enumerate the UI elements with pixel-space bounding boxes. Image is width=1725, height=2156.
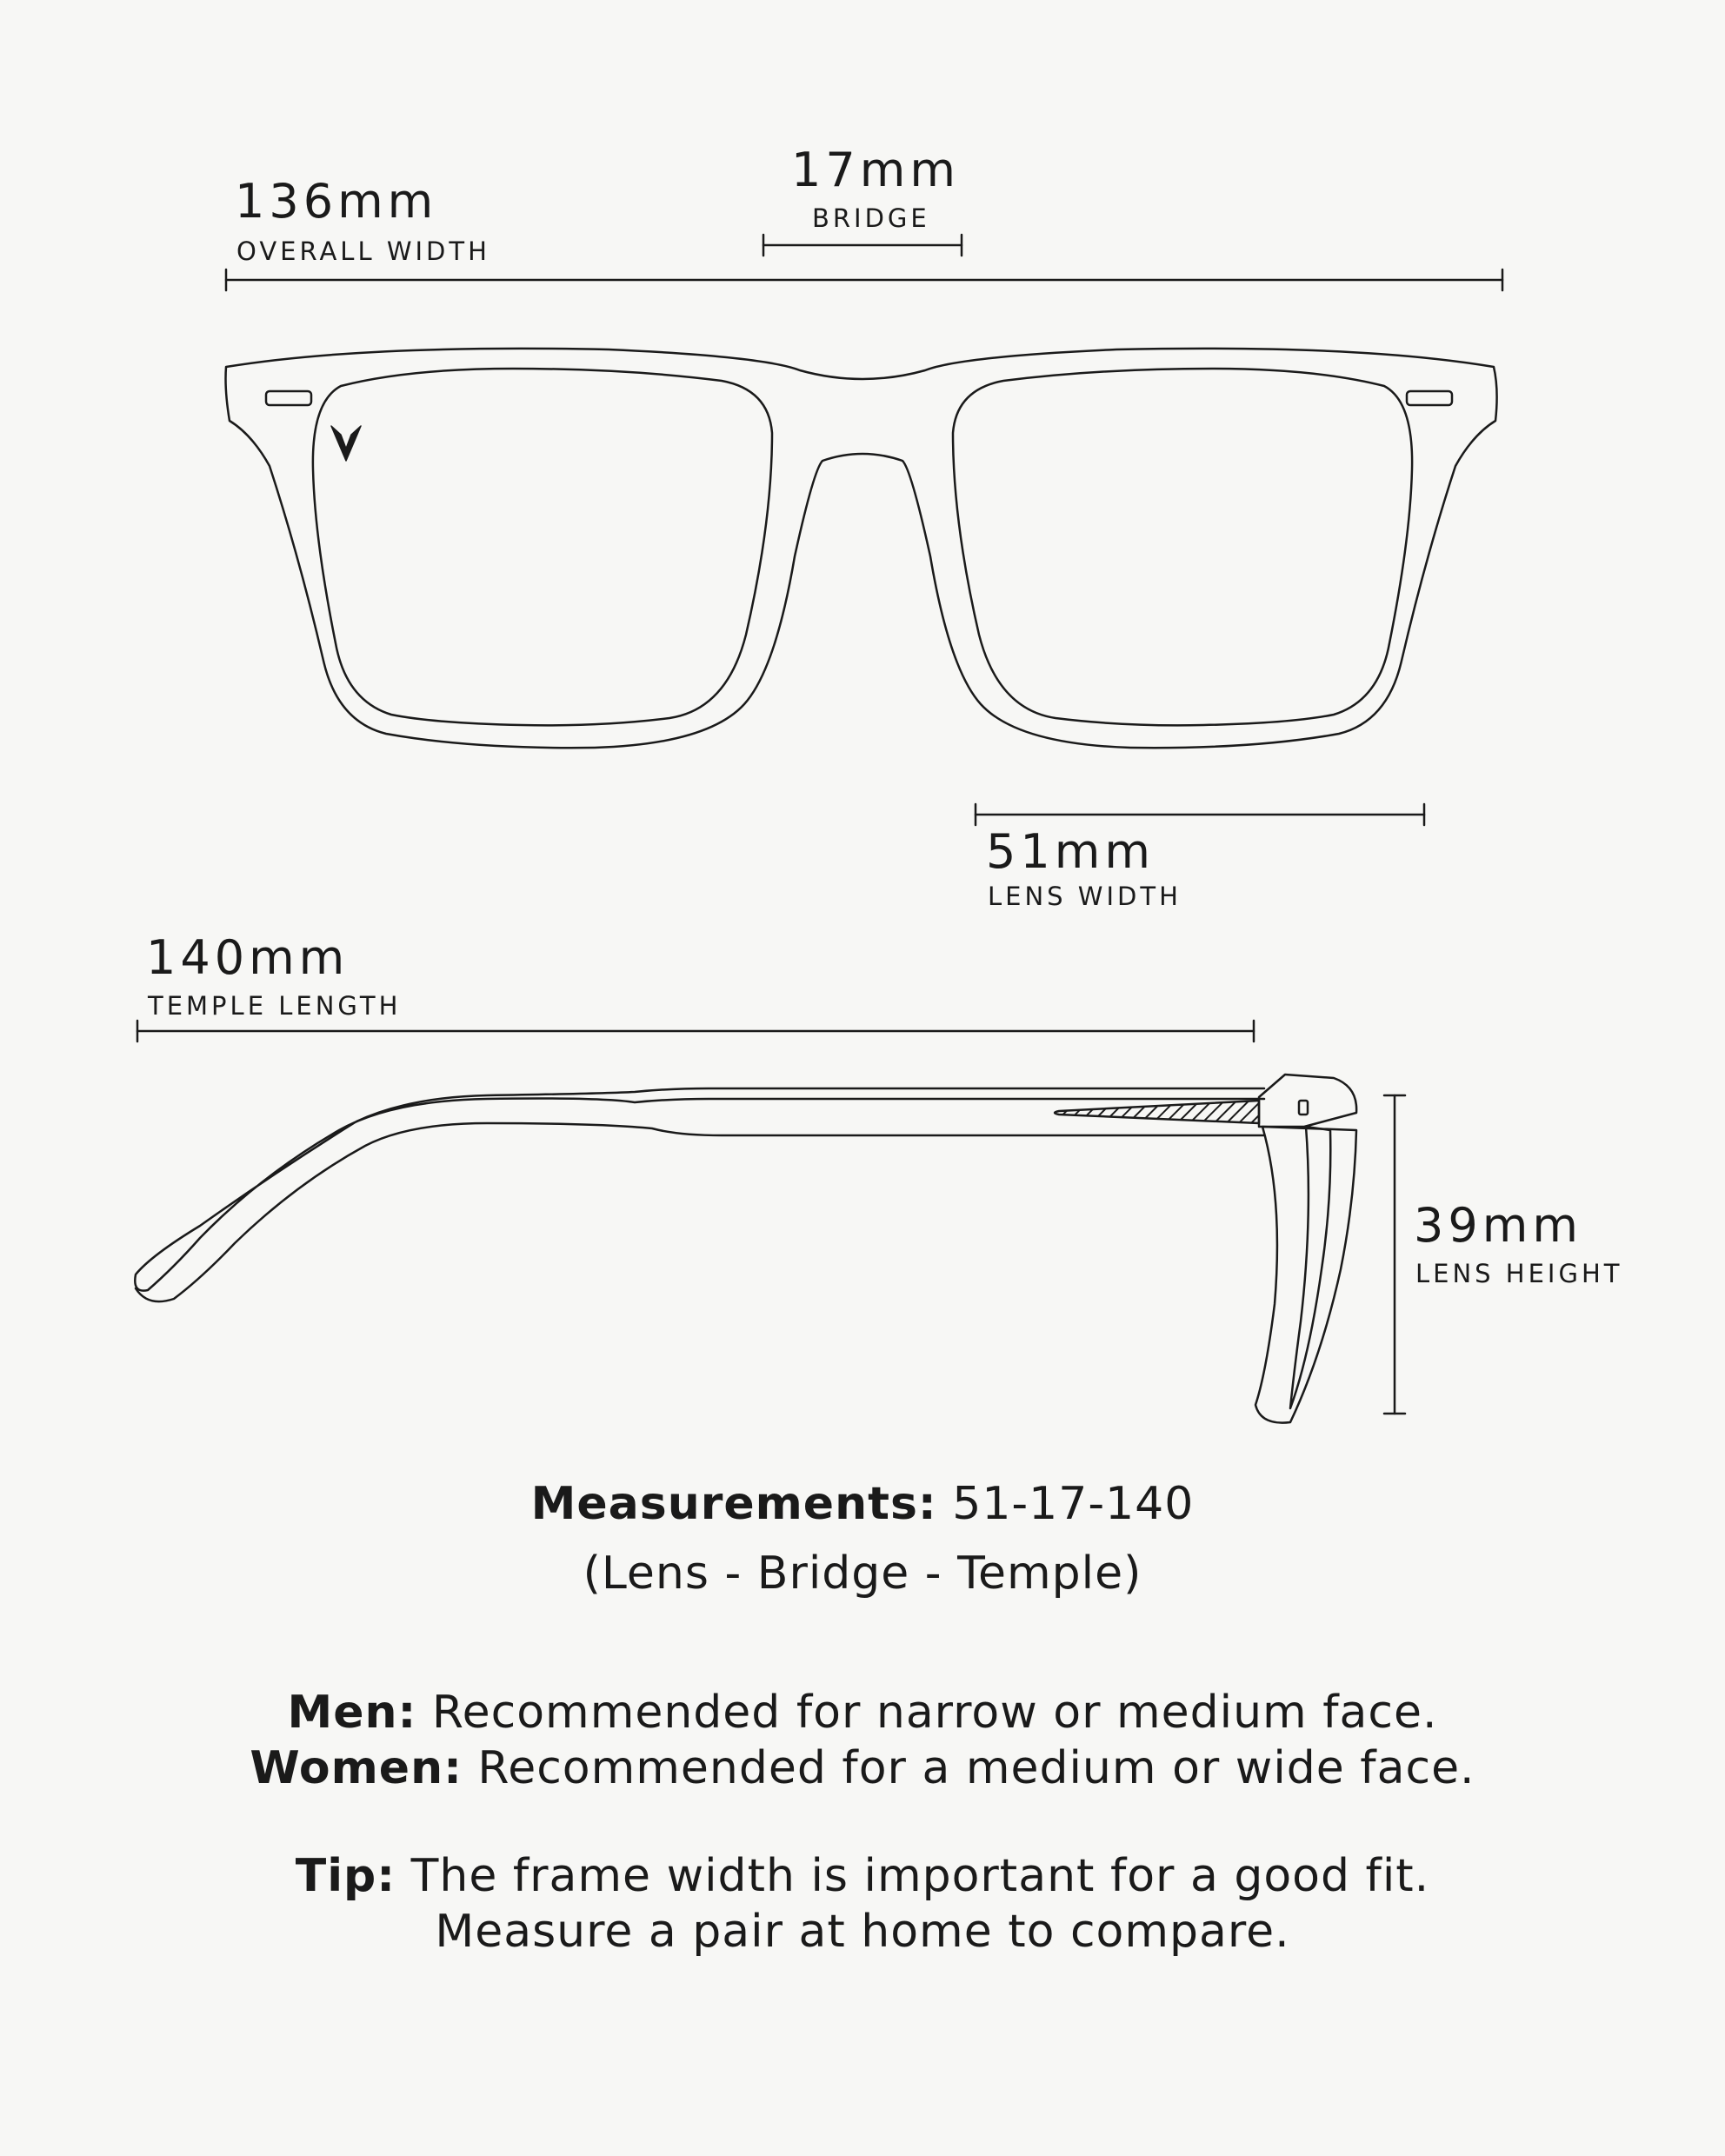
men-text: Recommended for narrow or medium face. — [431, 1687, 1438, 1739]
temple-length-value: 140mm — [146, 930, 350, 985]
measurements-legend: (Lens - Bridge - Temple) — [583, 1547, 1142, 1600]
temple-arm-lower-edge — [136, 1123, 1264, 1301]
women-recommendation — [0, 1742, 1725, 1794]
right-rivet — [1407, 391, 1452, 405]
lens-height-value: 39mm — [1414, 1198, 1582, 1253]
temple-arm — [135, 1088, 1264, 1291]
temple-length-dimension-line — [137, 1021, 1254, 1041]
left-rivet — [266, 391, 311, 405]
overall-width-label: OVERALL WIDTH — [236, 236, 490, 266]
overall-width-value: 136mm — [235, 174, 438, 229]
temple-core-hatched — [1055, 1101, 1259, 1123]
tip-label: Tip: — [295, 1850, 396, 1902]
men-recommendation — [0, 1687, 1725, 1739]
lens-edge — [1290, 1127, 1330, 1408]
tip-line-2: Measure a pair at home to compare. — [435, 1906, 1290, 1958]
temple-length-label: TEMPLE LENGTH — [148, 991, 402, 1021]
measurements-label: Measurements: — [530, 1478, 937, 1530]
lens-width-dimension-line — [976, 804, 1424, 825]
overall-width-dimension-line — [226, 270, 1502, 290]
frame-front-view — [226, 349, 1497, 748]
lens-width-value: 51mm — [986, 824, 1155, 879]
right-lens — [953, 369, 1412, 725]
bridge-value: 17mm — [791, 143, 960, 197]
hinge-pin — [1299, 1101, 1308, 1115]
brand-logo — [331, 426, 361, 461]
measurements-value: 51-17-140 — [952, 1478, 1195, 1530]
frame-side-view — [135, 1075, 1356, 1423]
bridge-dimension-line — [763, 235, 962, 256]
women-label: Women: — [250, 1742, 463, 1794]
measurements-line — [0, 1478, 1725, 1530]
lens-width-label: LENS WIDTH — [988, 882, 1182, 911]
women-text: Recommended for a medium or wide face. — [477, 1742, 1475, 1794]
lens-height-label: LENS HEIGHT — [1415, 1259, 1623, 1288]
left-lens — [313, 369, 772, 725]
frame-outline — [226, 349, 1497, 748]
men-label: Men: — [287, 1687, 417, 1739]
bridge-label: BRIDGE — [812, 203, 930, 233]
tip-line-1 — [0, 1850, 1725, 1902]
lens-height-dimension-line — [1384, 1095, 1405, 1414]
tip-text-1: The frame width is important for a good fit. — [410, 1850, 1430, 1902]
